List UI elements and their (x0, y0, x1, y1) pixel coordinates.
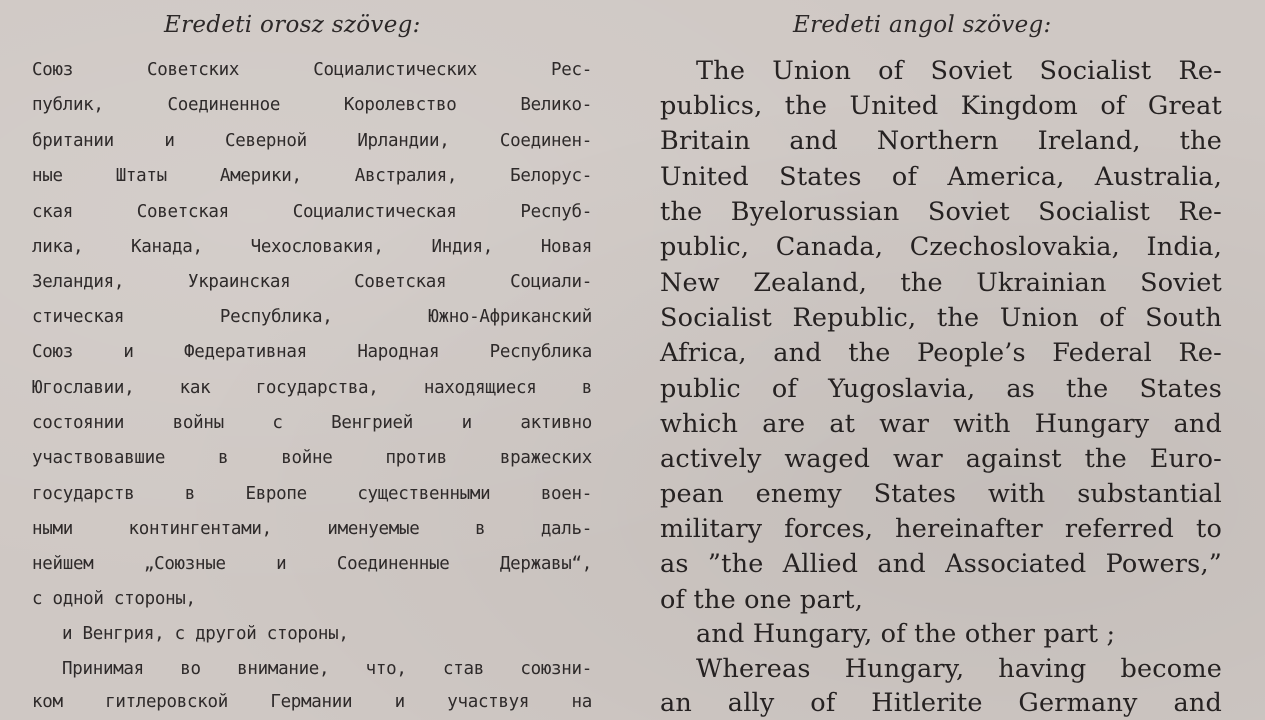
text-line: Союз Советских Социалистических Рес- (32, 60, 592, 80)
text-line: нейшем „Союзные и Соединенные Державы“, (32, 554, 592, 574)
text-line: стическая Республика, Южно-Африканский (32, 307, 592, 327)
text-line: the Byelorussian Soviet Socialist Re- (660, 197, 1222, 227)
text-line: Whereas Hungary, having become (696, 654, 1222, 684)
text-line: публик, Соединенное Королевство Велико- (32, 95, 592, 115)
text-line: military forces, hereinafter referred to (660, 514, 1222, 544)
text-line: с одной стороны, (32, 589, 196, 609)
text-line: ными контингентами, именуемые в даль- (32, 519, 592, 539)
english-heading: Eredeti angol szöveg: (793, 12, 1052, 38)
text-line: ком гитлеровской Германии и участвуя на (32, 692, 592, 712)
text-line: and Hungary, of the other part ; (696, 619, 1116, 649)
text-line: Africa, and the People’s Federal Re- (660, 338, 1222, 368)
text-line: which are at war with Hungary and (660, 409, 1222, 439)
text-line: an ally of Hitlerite Germany and (660, 688, 1222, 718)
text-line: actively waged war against the Euro- (660, 444, 1222, 474)
text-line: pean enemy States with substantial (660, 479, 1222, 509)
text-line: Союз и Федеративная Народная Республика (32, 342, 592, 362)
text-line: New Zealand, the Ukrainian Soviet (660, 268, 1222, 298)
text-line: ская Советская Социалистическая Респуб- (32, 202, 592, 222)
text-line: Britain and Northern Ireland, the (660, 126, 1222, 156)
text-line: as ”the Allied and Associated Powers,” (660, 549, 1222, 579)
text-line: британии и Северной Ирландии, Соединен- (32, 131, 592, 151)
text-line: public, Canada, Czechoslovakia, India, (660, 232, 1222, 262)
text-line: и Венгрия, с другой стороны, (62, 624, 349, 644)
russian-heading: Eredeti orosz szöveg: (164, 12, 421, 38)
text-line: государств в Европе существенными воен- (32, 484, 592, 504)
text-line: publics, the United Kingdom of Great (660, 91, 1222, 121)
text-line: Зеландия, Украинская Советская Социали- (32, 272, 592, 292)
text-line: Socialist Republic, the Union of South (660, 303, 1222, 333)
text-line: ные Штаты Америки, Австралия, Белорус- (32, 166, 592, 186)
text-line: Принимая во внимание, что, став союзни- (62, 659, 592, 679)
text-line: United States of America, Australia, (660, 162, 1222, 192)
text-line: лика, Канада, Чехословакия, Индия, Новая (32, 237, 592, 257)
text-line: состоянии войны с Венгрией и активно (32, 413, 592, 433)
text-line: Югославии, как государства, находящиеся в (32, 378, 592, 398)
text-line: The Union of Soviet Socialist Re- (696, 56, 1222, 86)
text-line: участвовавшие в войне против вражеских (32, 448, 592, 468)
text-line: of the one part, (660, 585, 864, 615)
text-line: public of Yugoslavia, as the States (660, 374, 1222, 404)
